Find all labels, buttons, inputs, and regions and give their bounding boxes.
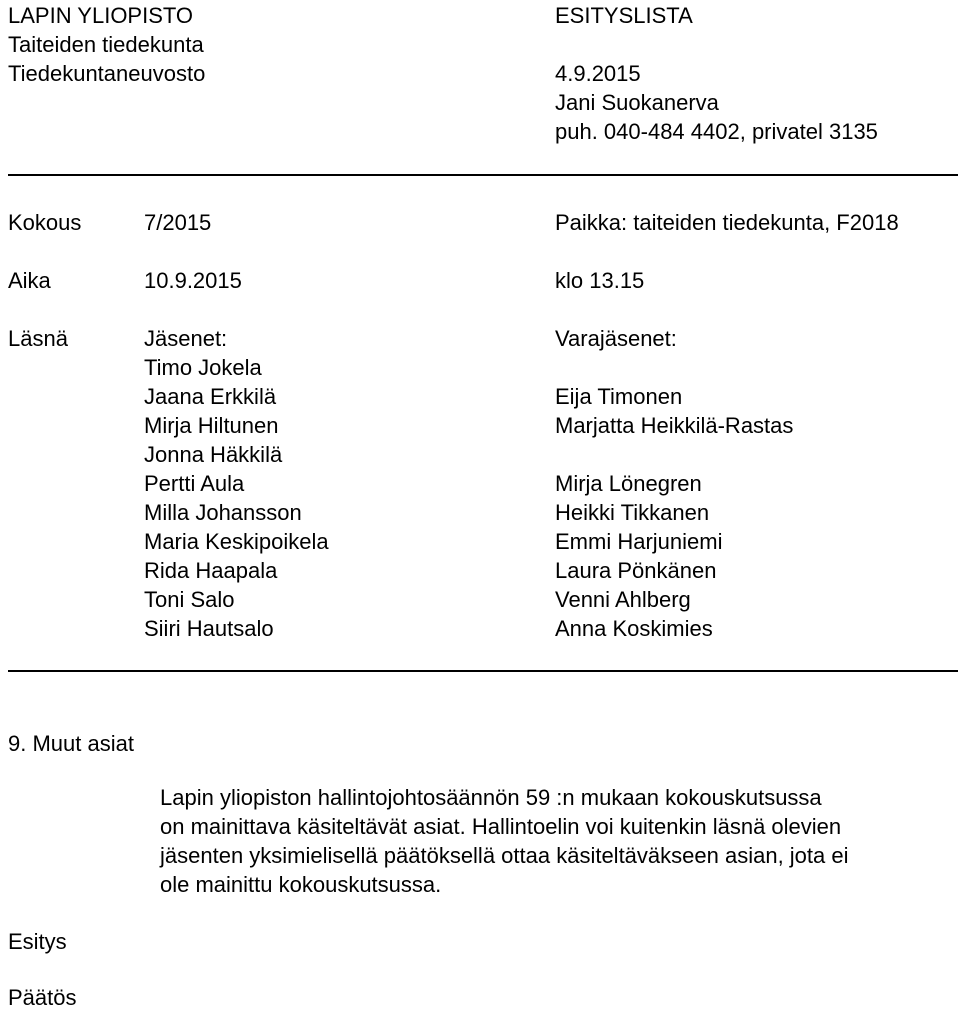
item-heading: 9. Muut asiat xyxy=(8,731,134,756)
member-name: Timo Jokela xyxy=(144,355,262,380)
paatos-label: Päätös xyxy=(8,985,77,1010)
lasna-label: Läsnä xyxy=(8,326,68,351)
deputy-name xyxy=(555,353,793,382)
meeting-time: klo 13.15 xyxy=(555,268,645,293)
body-line: Lapin yliopiston hallintojohtosäännön 59 :n mukaan kokouskutsussa xyxy=(160,785,822,810)
body-line: jäsenten yksimielisellä päätöksellä ottaa käsiteltäväkseen asian, jota ei xyxy=(160,843,849,868)
document-date: 4.9.2015 xyxy=(555,61,641,86)
attendance-divider xyxy=(8,670,958,672)
members-heading: Jäsenet: xyxy=(144,326,228,351)
body-line: on mainittava käsiteltävät asiat. Hallintoelin voi kuitenkin läsnä olevien xyxy=(160,814,842,839)
aika-label: Aika xyxy=(8,268,51,293)
deputy-name: Emmi Harjuniemi xyxy=(555,529,723,554)
body-line: ole mainittu kokouskutsussa. xyxy=(160,872,442,897)
deputy-name: Venni Ahlberg xyxy=(555,587,691,612)
member-name: Jaana Erkkilä xyxy=(144,384,277,409)
deputy-name: Eija Timonen xyxy=(555,384,683,409)
header-divider xyxy=(8,174,958,176)
document-type: ESITYSLISTA xyxy=(555,3,693,28)
item-body xyxy=(160,783,960,899)
member-name: Milla Johansson xyxy=(144,500,302,525)
esitys-label: Esitys xyxy=(8,929,67,954)
contact-name: Jani Suokanerva xyxy=(555,90,719,115)
deputy-name: Marjatta Heikkilä-Rastas xyxy=(555,413,794,438)
meeting-location: Paikka: taiteiden tiedekunta, F2018 xyxy=(555,210,899,235)
kokous-value: 7/2015 xyxy=(144,210,212,235)
university-name: LAPIN YLIOPISTO xyxy=(8,3,194,28)
member-name: Rida Haapala xyxy=(144,558,278,583)
deputies-list xyxy=(555,353,793,643)
deputy-name: Anna Koskimies xyxy=(555,616,713,641)
faculty-name: Taiteiden tiedekunta xyxy=(8,32,204,57)
member-name: Jonna Häkkilä xyxy=(144,442,283,467)
deputy-name: Laura Pönkänen xyxy=(555,558,717,583)
member-name: Maria Keskipoikela xyxy=(144,529,329,554)
member-name: Siiri Hautsalo xyxy=(144,616,274,641)
aika-value: 10.9.2015 xyxy=(144,268,242,293)
member-name: Pertti Aula xyxy=(144,471,245,496)
deputy-name: Mirja Lönegren xyxy=(555,471,702,496)
deputy-name xyxy=(555,440,793,469)
member-name: Toni Salo xyxy=(144,587,235,612)
kokous-label: Kokous xyxy=(8,210,82,235)
members-list xyxy=(144,353,329,643)
deputy-name: Heikki Tikkanen xyxy=(555,500,710,525)
deputies-heading: Varajäsenet: xyxy=(555,326,677,351)
contact-phone: puh. 040-484 4402, privatel 3135 xyxy=(555,119,878,144)
council-name: Tiedekuntaneuvosto xyxy=(8,61,206,86)
member-name: Mirja Hiltunen xyxy=(144,413,279,438)
